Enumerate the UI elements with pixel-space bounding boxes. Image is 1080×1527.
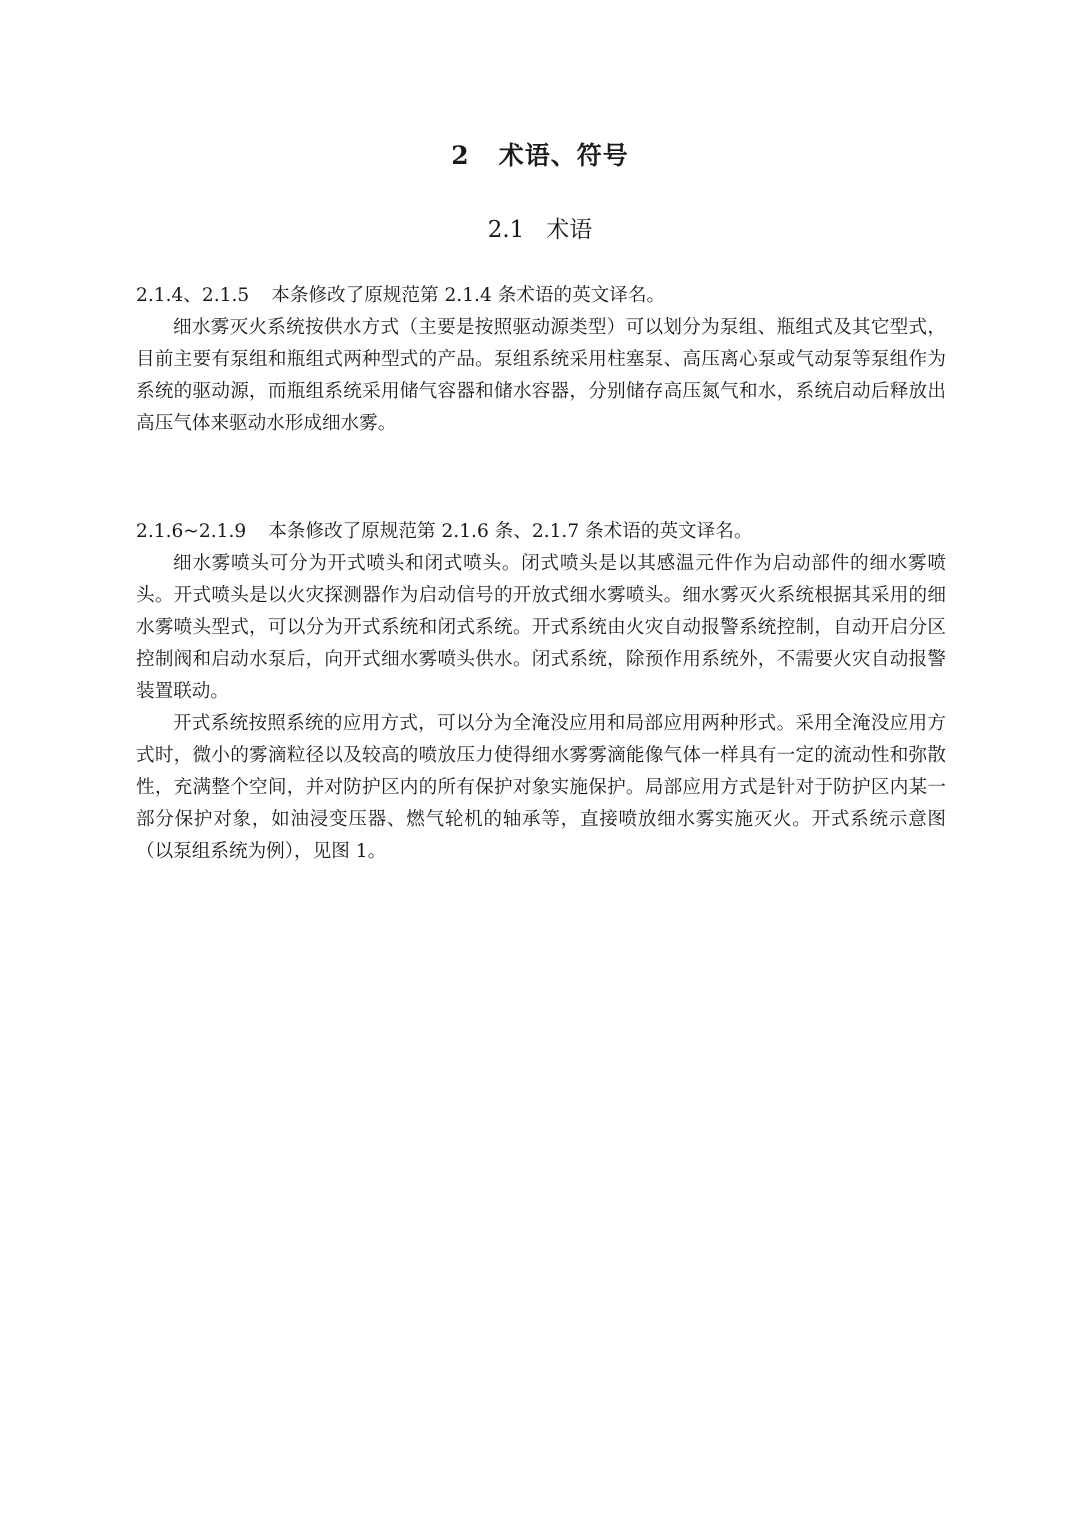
explanation-paragraph: 细水雾喷头可分为开式喷头和闭式喷头。闭式喷头是以其感温元件作为启动部件的细水雾喷头。开式喷头是以火灾探测器作为启动信号的开放式细水雾喷头。细水雾灭火系统根据其采用的细水雾喷头型式，可以分为开式系统和闭式系统。开式系统由火灾自动报警系统控制，自动开启分区控制阀和启动水泵后，向开式细水雾喷头供水。闭式系统，除预作用系统外，不需要火灾自动报警装置联动。	[136, 553, 946, 702]
clause-number: 2.1.6~2.1.9	[136, 521, 247, 542]
section-title: 术语	[546, 217, 593, 243]
chapter-number: 2	[451, 141, 470, 170]
explanation-paragraph: 细水雾灭火系统按供水方式（主要是按照驱动源类型）可以划分为泵组、瓶组式及其它型式，目前主要有泵组和瓶组式两种型式的产品。泵组系统采用柱塞泵、高压离心泵或气动泵等泵组作为系统的驱动源，而瓶组系统采用储气容器和储水容器，分别储存高压氮气和水，系统启动后释放出高压气体来驱动水形成细水雾。	[136, 317, 946, 434]
clause-heading	[136, 516, 946, 548]
chapter-title: 术语、符号	[498, 141, 629, 170]
clause-statement: 本条修改了原规范第 2.1.6 条、2.1.7 条术语的英文译名。	[268, 521, 753, 542]
clause-block-2-1-4	[136, 280, 946, 440]
section-number: 2.1	[487, 217, 525, 243]
section-heading	[0, 210, 1080, 250]
clause-statement: 本条修改了原规范第 2.1.4 条术语的英文译名。	[271, 285, 666, 306]
clause-heading	[136, 280, 946, 312]
explanation-paragraph: 开式系统按照系统的应用方式，可以分为全淹没应用和局部应用两种形式。采用全淹没应用方式时，微小的雾滴粒径以及较高的喷放压力使得细水雾雾滴能像气体一样具有一定的流动性和弥散性，充满整个空间，并对防护区内的所有保护对象实施保护。局部应用方式是针对于防护区内某一部分保护对象，如油浸变压器、燃气轮机的轴承等，直接喷放细水雾实施灭火。开式系统示意图（以泵组系统为例），见图 1。	[136, 713, 946, 862]
clause-number: 2.1.4、2.1.5	[136, 285, 250, 306]
chapter-heading	[0, 136, 1080, 176]
clause-block-2-1-6	[136, 516, 946, 868]
